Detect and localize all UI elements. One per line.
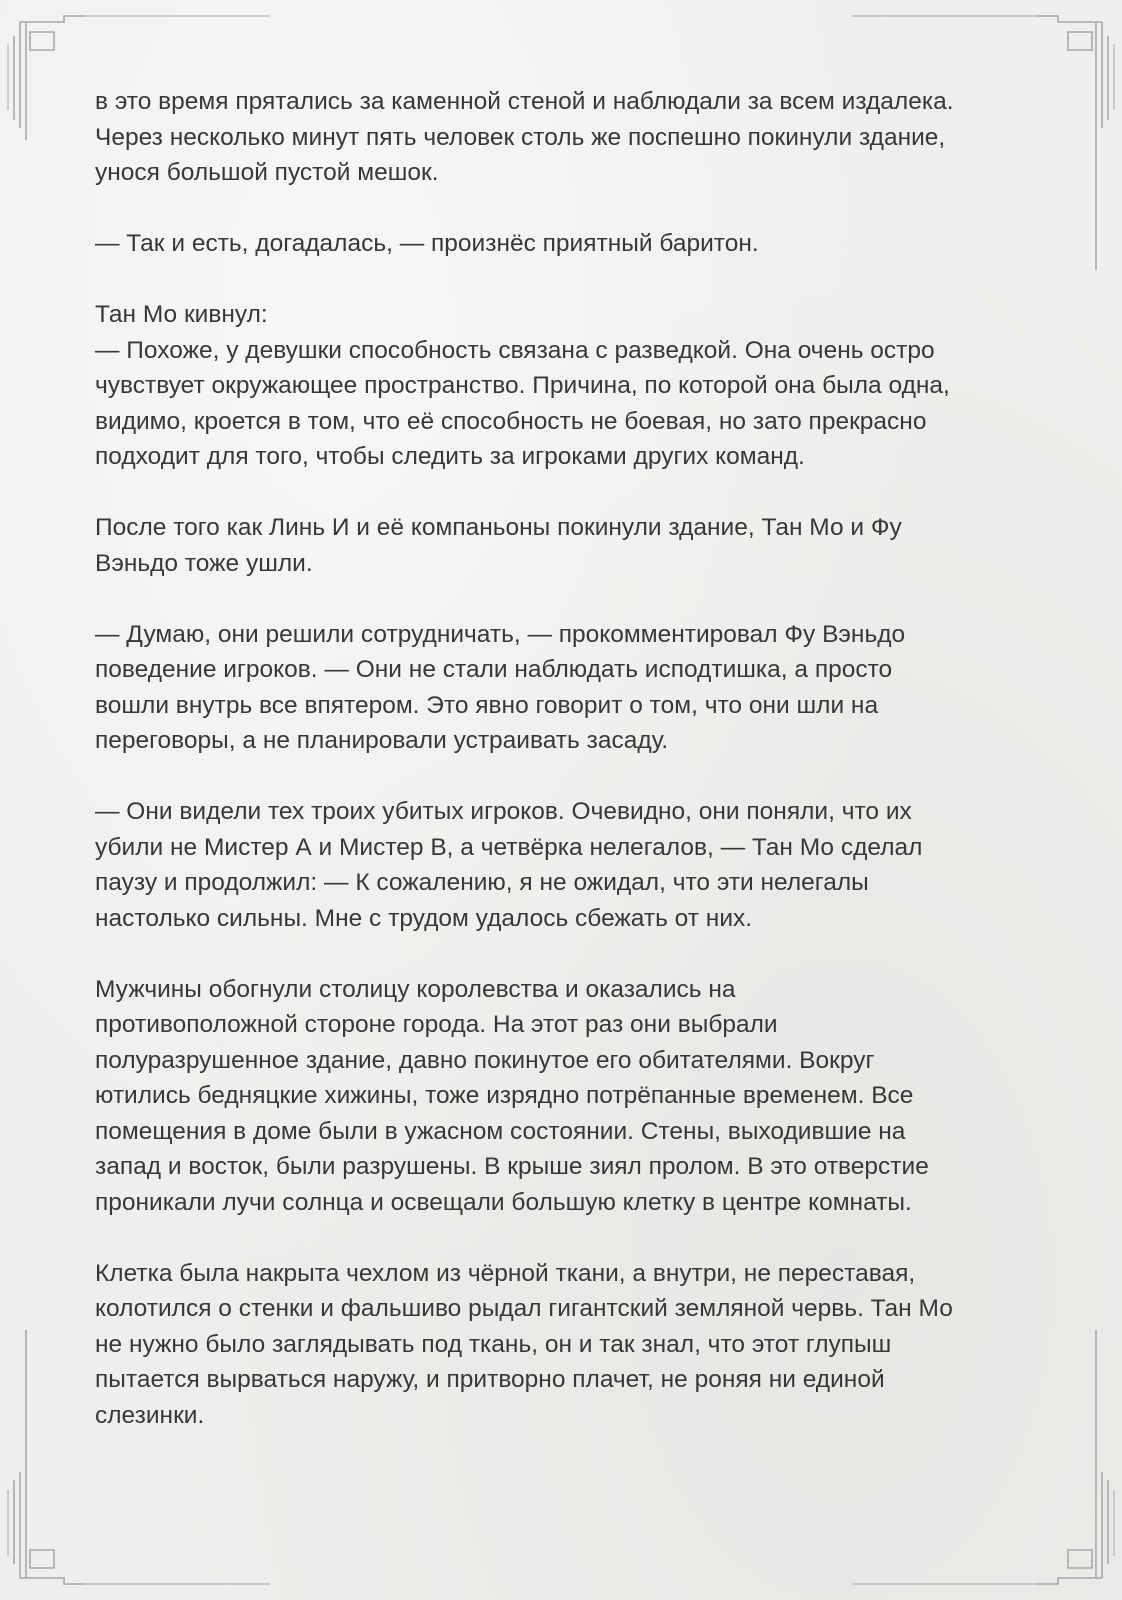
paragraph-2: — Так и есть, догадалась, — произнёс приятный баритон. — [95, 230, 759, 257]
document-body — [95, 84, 1025, 1469]
paragraph-5: — Думаю, они решили сотрудничать, — прокомментировал Фу Вэньдо поведение игроков. — Они не стали наблюдать исподтишка, а просто вошли внутрь все впятером. Это явно говорит о том, что они шли на переговоры, а не планировали устраивать засаду. — [95, 620, 906, 754]
paragraph-3: Тан Мо кивнул: — Похоже, у девушки способность связана с разведкой. Она очень остро чувствует окружающее пространство. Причина, по которой она была одна, видимо, кроется в том, что её способность не боевая, но зато прекрасно подходит для того, чтобы следить за игроками других команд. — [95, 301, 950, 470]
paragraph-7: Мужчины обогнули столицу королевства и оказались на противоположной стороне города. На этот раз они выбрали полуразрушенное здание, давно покинутое его обитателями. Вокруг ютились бедняцкие хижины, тоже изрядно потрёпанные временем. Все помещения в доме были в ужасном состоянии. Стены, выходившие на запад и восток, были разрушены. В крыше зиял пролом. В это отверстие проникали лучи солнца и освещали большую клетку в центре комнаты. — [95, 975, 929, 1216]
paragraph-6: — Они видели тех троих убитых игроков. Очевидно, они поняли, что их убили не Мистер А и Мистер B, а четвёрка нелегалов, — Тан Мо сделал паузу и продолжил: — К сожалению, я не ожидал, что эти нелегалы настолько сильны. Мне с трудом удалось сбежать от них. — [95, 798, 923, 932]
paragraph-8: Клетка была накрыта чехлом из чёрной ткани, а внутри, не переставая, колотился о стенки и фальшиво рыдал гигантский земляной червь. Тан Мо не нужно было заглядывать под ткань, он и так знал, что этот глупыш пытается вырваться наружу, и притворно плачет, не роняя ни единой слезинки. — [95, 1259, 953, 1429]
paragraph-4: После того как Линь И и её компаньоны покинули здание, Тан Мо и Фу Вэньдо тоже ушли. — [95, 514, 902, 577]
paragraph-1: в это время прятались за каменной стеной и наблюдали за всем издалека. Через несколько минут пять человек столь же поспешно покинули здание, унося большой пустой мешок. — [95, 88, 954, 186]
